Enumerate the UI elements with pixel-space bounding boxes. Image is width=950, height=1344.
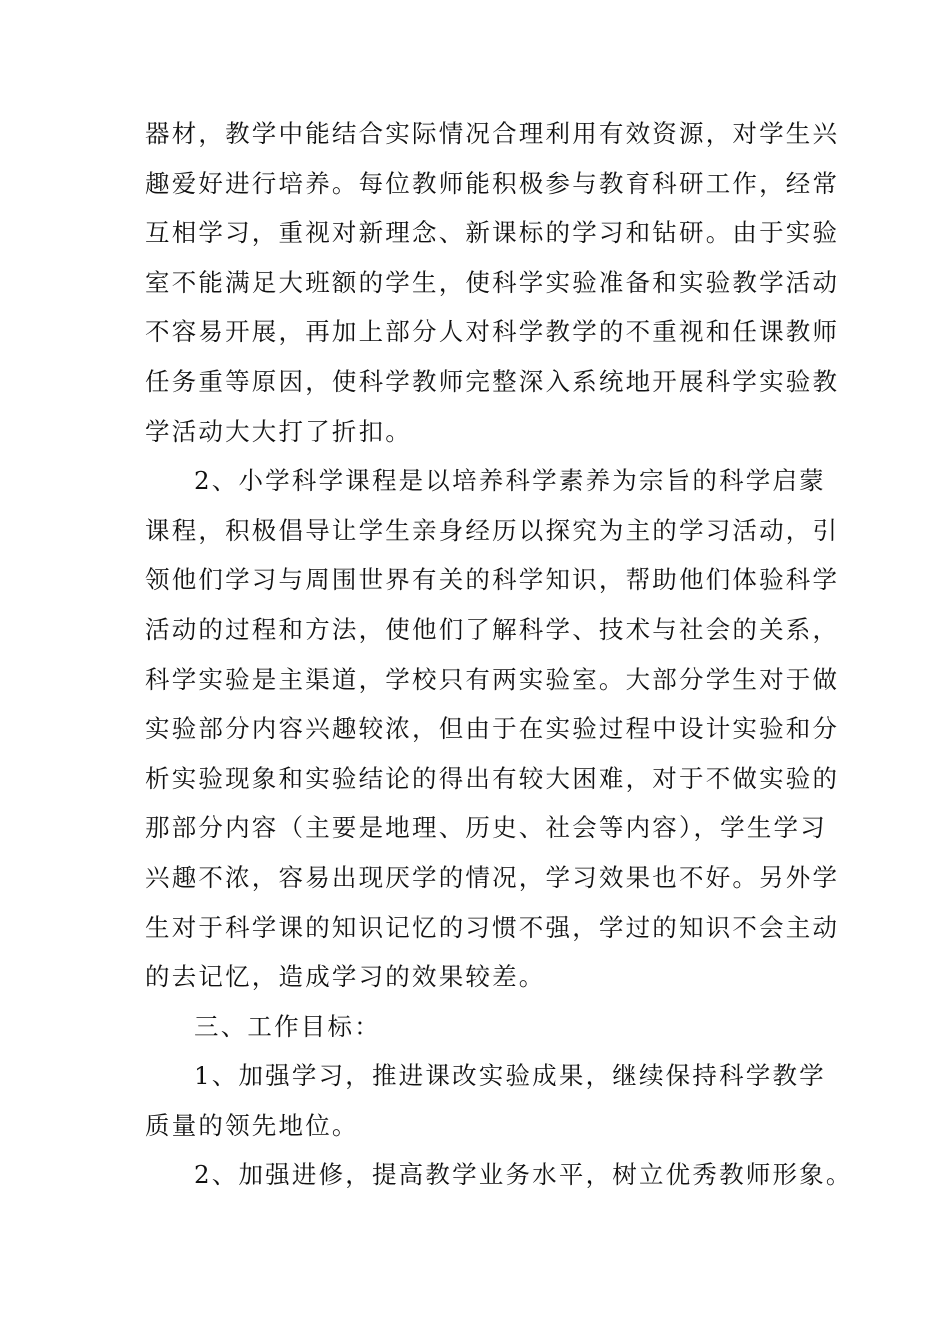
paragraph-start-line: 1、加强学习，推进课改实验成果，继续保持科学教学: [194, 1061, 826, 1091]
text-line: 互相学习，重视对新理念、新课标的学习和钻研。由于实验: [145, 218, 840, 248]
text-line: 不容易开展，再加上部分人对科学教学的不重视和任课教师: [145, 317, 840, 347]
text-line: 的去记忆，造成学习的效果较差。: [145, 962, 546, 992]
document-body: [145, 109, 853, 1200]
text-line: 趣爱好进行培养。每位教师能积极参与教育科研工作，经常: [145, 168, 840, 198]
text-line: 器材，教学中能结合实际情况合理利用有效资源，对学生兴: [145, 119, 840, 148]
text-line: 任务重等原因，使科学教师完整深入系统地开展科学实验教: [145, 366, 840, 396]
text-line: 活动的过程和方法，使他们了解科学、技术与社会的关系，: [145, 614, 840, 644]
text-line: 领他们学习与周围世界有关的科学知识，帮助他们体验科学: [145, 565, 840, 595]
section-heading: 三、工作目标：: [194, 1011, 381, 1041]
text-line: 那部分内容（主要是地理、历史、社会等内容），学生学习: [145, 813, 827, 843]
text-line: 课程，积极倡导让学生亲身经历以探究为主的学习活动，引: [145, 515, 840, 545]
text-line: 学活动大大打了折扣。: [145, 416, 412, 446]
text-line: 室不能满足大班额的学生，使科学实验准备和实验教学活动: [145, 267, 840, 297]
paragraph-start-line: 2、小学科学课程是以培养科学素养为宗旨的科学启蒙: [194, 466, 826, 496]
text-line: 生对于科学课的知识记忆的习惯不强，学过的知识不会主动: [145, 912, 840, 942]
text-line: 质量的领先地位。: [145, 1110, 359, 1140]
text-line: 科学实验是主渠道，学校只有两实验室。大部分学生对于做: [145, 664, 840, 694]
text-line: 兴趣不浓，容易出现厌学的情况，学习效果也不好。另外学: [145, 862, 840, 892]
paragraph-start-line: 2、加强进修，提高教学业务水平，树立优秀教师形象。: [194, 1160, 853, 1190]
text-line: 析实验现象和实验结论的得出有较大困难，对于不做实验的: [145, 763, 840, 793]
text-line: 实验部分内容兴趣较浓，但由于在实验过程中设计实验和分: [145, 714, 840, 744]
